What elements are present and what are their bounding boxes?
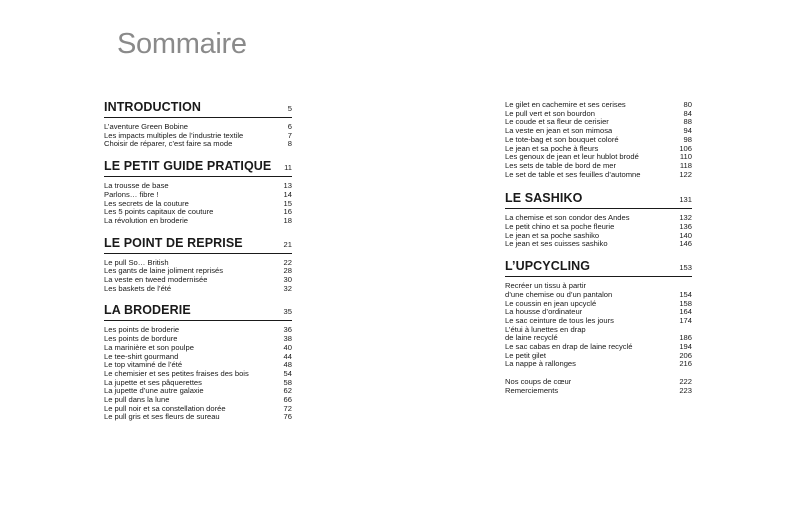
toc-entry-label: Le jean et ses cuisses sashiko: [505, 240, 608, 249]
section-page: 153: [679, 263, 692, 273]
section-header: [104, 159, 292, 177]
toc-entry-label: La révolution en broderie: [104, 216, 189, 225]
toc-entry-label: La chemise et son condor des Andes: [505, 214, 630, 223]
section-header: [104, 100, 292, 118]
toc-entry-page: 206: [679, 350, 692, 360]
toc-entry: [104, 140, 292, 149]
toc-entry-page: 36: [283, 325, 292, 335]
toc-entry-label: La veste en jean et son mimosa: [505, 127, 613, 136]
toc-entry: [104, 370, 292, 379]
section-header: [505, 259, 692, 277]
toc-entry-page: 164: [679, 307, 692, 317]
section-page: 35: [283, 307, 292, 317]
toc-entry: [505, 162, 692, 171]
toc-right-column: [505, 101, 692, 396]
toc-entry: [104, 379, 292, 388]
toc-entry-page: 174: [679, 315, 692, 325]
toc-entry-label: Les points de broderie: [104, 326, 180, 335]
toc-entry-label: La jupette d’une autre galaxie: [104, 387, 204, 396]
toc-entry-page: 18: [283, 215, 292, 225]
toc-entry-label: Le tote-bag et son bouquet coloré: [505, 135, 619, 144]
toc-section: [104, 236, 292, 294]
toc-entry-page: 48: [283, 360, 292, 370]
toc-entry-page: 62: [283, 386, 292, 396]
section-page: 21: [283, 239, 292, 249]
toc-entry: [505, 110, 692, 119]
toc-entry: [505, 378, 692, 387]
toc-entry-page: 22: [283, 257, 292, 267]
toc-entry-label: Recréer un tissu à partir: [505, 282, 587, 291]
toc-entry-page: 132: [679, 213, 692, 223]
toc-entry-page: 30: [283, 275, 292, 285]
section-header: [104, 236, 292, 254]
toc-entry-label: Les genoux de jean et leur hublot brodé: [505, 153, 639, 162]
toc-entry-page: 6: [287, 122, 292, 131]
toc-entry: [505, 118, 692, 127]
toc-entry-page: 40: [283, 342, 292, 352]
toc-entry-page: 54: [283, 368, 292, 378]
toc-entry: [505, 171, 692, 180]
toc-section: [104, 159, 292, 226]
toc-entry-page: 13: [283, 181, 292, 191]
toc-entry-label: Le sac ceinture de tous les jours: [505, 316, 614, 325]
toc-entry-label: Le pull gris et ses fleurs de sureau: [104, 413, 220, 422]
toc-entry: [104, 267, 292, 276]
toc-entry-label: Les 5 points capitaux de couture: [104, 208, 214, 217]
toc-entry-label: L’étui à lunettes en drap: [505, 325, 586, 334]
toc-entry-label: Le set de table et ses feuilles d’automne: [505, 170, 641, 179]
toc-entry-page: 7: [287, 130, 292, 140]
toc-entry: [104, 132, 292, 141]
toc-left-column: [104, 100, 292, 422]
toc-entry-page: 136: [679, 222, 692, 232]
toc-entry-page: 94: [683, 126, 692, 136]
toc-entry-label: La veste en tweed modernisée: [104, 276, 208, 285]
toc-entry-label: La marinière et son poulpe: [104, 343, 194, 352]
toc-entry-label: d’une chemise ou d’un pantalon: [505, 290, 613, 299]
toc-entry-page: 154: [679, 289, 692, 299]
toc-entry-page: 110: [679, 152, 692, 162]
toc-entry-page: 118: [679, 160, 692, 170]
toc-entry: [104, 413, 292, 422]
section-page: 131: [679, 195, 692, 205]
toc-entry: [505, 387, 692, 396]
toc-entry-page: 186: [679, 333, 692, 343]
toc-section: [104, 303, 292, 422]
toc-entry-label: Les impacts multiples de l’industrie textile: [104, 131, 244, 140]
toc-entry: [104, 276, 292, 285]
toc-entry-label: Choisir de réparer, c’est faire sa mode: [104, 140, 233, 149]
toc-entry-page: 14: [283, 189, 292, 199]
toc-entry: [104, 208, 292, 217]
toc-entry: [505, 360, 692, 369]
toc-entry: [104, 387, 292, 396]
toc-entry-page: 58: [283, 377, 292, 387]
toc-entry-page: 146: [679, 239, 692, 249]
section-header: [104, 303, 292, 321]
toc-entry-label: Le coude et sa fleur de cerisier: [505, 118, 609, 127]
toc-entry: [104, 335, 292, 344]
toc-entry: [505, 127, 692, 136]
toc-entry: [104, 259, 292, 268]
toc-entry: [104, 123, 292, 132]
toc-entry-page: 16: [283, 207, 292, 217]
toc-entry: [505, 326, 692, 335]
toc-entry: [104, 353, 292, 362]
toc-entry-label: Les gants de laine joliment reprisés: [104, 267, 224, 276]
toc-entry-label: Le chemisier et ses petites fraises des bois: [104, 369, 249, 378]
toc-entry: [505, 223, 692, 232]
toc-entry-label: Le pull vert et son bourdon: [505, 109, 595, 118]
toc-entry-page: 76: [283, 412, 292, 422]
toc-entry-page: 158: [679, 298, 692, 308]
section-header: [505, 191, 692, 209]
toc-entry-label: Le petit chino et sa poche fleurie: [505, 223, 615, 232]
toc-entry-page: 194: [679, 342, 692, 352]
toc-entry: [505, 308, 692, 317]
section-title: L’UPCYCLING: [505, 259, 591, 274]
toc-section: [505, 259, 692, 369]
toc-entry-page: 140: [679, 230, 692, 240]
toc-entry-label: La nappe à rallonges: [505, 360, 576, 369]
toc-entry-label: Le pull So… British: [104, 258, 169, 267]
toc-entry: [505, 101, 692, 110]
toc-entry-label: Le tee-shirt gourmand: [104, 352, 179, 361]
toc-entry-label: Les secrets de la couture: [104, 199, 189, 208]
toc-entry-page: 106: [679, 143, 692, 153]
toc-entry: [104, 405, 292, 414]
toc-entry: [104, 217, 292, 226]
section-title: LE PETIT GUIDE PRATIQUE: [104, 159, 272, 174]
toc-entry-page: 122: [679, 169, 692, 179]
toc-entry-label: Parlons… fibre !: [104, 190, 159, 199]
toc-entry-page: 98: [683, 134, 692, 144]
toc-entry-label: L’aventure Green Bobine: [104, 123, 189, 131]
toc-entry-label: Le top vitaminé de l’été: [104, 361, 183, 370]
page-title: Sommaire: [117, 28, 247, 60]
toc-entry: [505, 214, 692, 223]
toc-entry: [104, 344, 292, 353]
toc-entry-label: Le jean et sa poche sashiko: [505, 231, 600, 240]
toc-entry-label: La trousse de base: [104, 182, 169, 191]
toc-entry: [505, 282, 692, 291]
toc-entry: [104, 191, 292, 200]
toc-entry-label: Les baskets de l’été: [104, 284, 172, 293]
toc-entry-label: Le petit gilet: [505, 351, 546, 360]
toc-entry-label: Le jean et sa poche à fleurs: [505, 144, 599, 153]
toc-entry-page: 28: [283, 266, 292, 276]
toc-entry-label: de laine recyclé: [505, 334, 558, 343]
toc-entry-label: Nos coups de cœur: [505, 378, 572, 387]
toc-entry: [104, 396, 292, 405]
toc-entry: [505, 145, 692, 154]
toc-entry-page: 80: [683, 100, 692, 109]
toc-entry-page: 216: [679, 359, 692, 369]
toc-entry: [505, 343, 692, 352]
toc-entry: [505, 334, 692, 343]
toc-entry: [505, 232, 692, 241]
section-page: 11: [284, 163, 292, 173]
toc-entry: [505, 136, 692, 145]
toc-entry: [104, 361, 292, 370]
toc-entry-page: 66: [283, 395, 292, 405]
toc-section: [505, 191, 692, 249]
toc-entry-label: Le pull noir et sa constellation dorée: [104, 404, 226, 413]
toc-entry-label: La jupette et ses pâquerettes: [104, 378, 202, 387]
toc-entry-page: 223: [679, 385, 692, 395]
toc-entry-label: Remerciements: [505, 386, 559, 395]
toc-entry: [505, 240, 692, 249]
toc-entry: [505, 352, 692, 361]
toc-entry: [505, 291, 692, 300]
toc-entry-page: 8: [287, 139, 292, 149]
toc-entry-page: 222: [679, 377, 692, 387]
toc-entry-page: 15: [283, 198, 292, 208]
toc-entry: [104, 200, 292, 209]
toc-entry-label: Le pull dans la lune: [104, 396, 170, 405]
toc-section: [104, 100, 292, 149]
toc-entry: [505, 153, 692, 162]
toc-entry-page: 84: [683, 108, 692, 118]
toc-entry-label: Le sac cabas en drap de laine recyclé: [505, 343, 633, 352]
toc-entry-label: Le coussin en jean upcyclé: [505, 299, 597, 308]
section-title: INTRODUCTION: [104, 100, 202, 114]
section-title: LE POINT DE REPRISE: [104, 235, 243, 250]
toc-entry: [505, 317, 692, 326]
toc-entry: [104, 326, 292, 335]
toc-entry-page: 72: [283, 403, 292, 413]
section-title: LE SASHIKO: [505, 191, 583, 206]
toc-entry-page: 32: [283, 283, 292, 293]
toc-entry-label: Les sets de table de bord de mer: [505, 161, 617, 170]
toc-entry-page: 38: [283, 334, 292, 344]
toc-entry: [104, 182, 292, 191]
section-page: 5: [287, 104, 292, 113]
toc-entry-label: Les points de bordure: [104, 335, 178, 344]
toc-entry-page: 44: [283, 351, 292, 361]
toc-entry-label: La housse d’ordinateur: [505, 308, 583, 317]
section-title: LA BRODERIE: [104, 303, 191, 318]
toc-entry-label: Le gilet en cachemire et ses cerises: [505, 101, 626, 109]
toc-entry: [104, 285, 292, 294]
toc-entry: [505, 300, 692, 309]
toc-entry-page: 88: [683, 117, 692, 127]
